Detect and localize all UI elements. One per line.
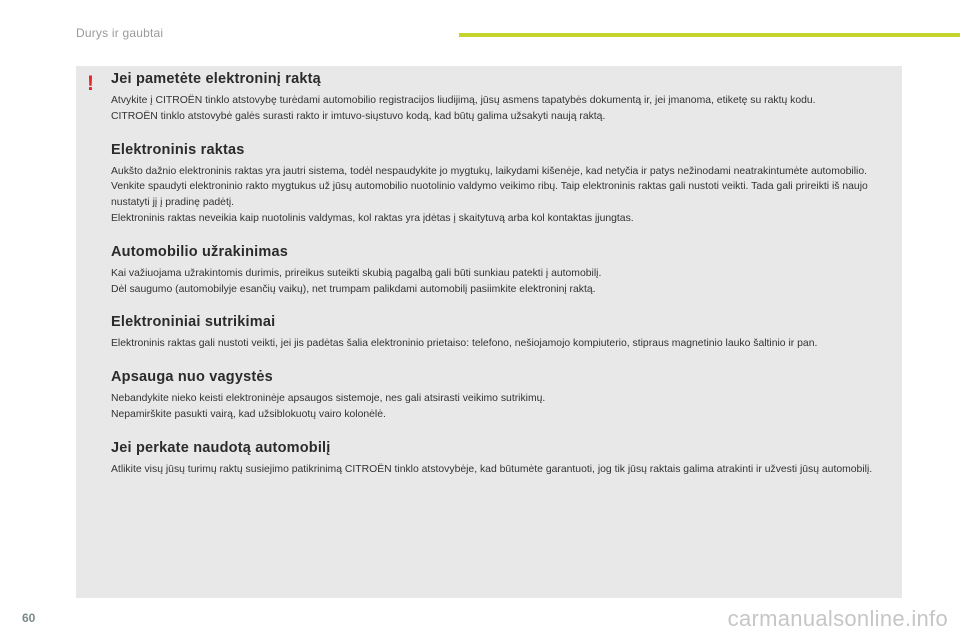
info-panel: [76, 66, 902, 598]
section-paragraph: Aukšto dažnio elektroninis raktas yra jautri sistema, todėl nespaudykite jo mygtukų, laikydami kišenėje, kad netyčia ir patys nežinodami neatrakintumėte automobilio.: [111, 165, 868, 177]
section-title: Jei pametėte elektroninį raktą: [111, 71, 321, 87]
section-used-vehicle: [111, 440, 884, 478]
section-paragraph: Atlikite visų jūsų turimų raktų susiejimo patikrinimą CITROËN tinklo atstovybėje, kad būtumėte garantuoti, jog tik jūsų raktais galima atrakinti ir užvesti jūsų automobilį.: [111, 463, 873, 475]
section-paragraph: Venkite spaudyti elektroninio rakto mygtukus už jūsų automobilio nuotolinio valdymo veikimo ribų. Taip elektroninis raktas gali nustoti veikti. Tada gali prireikti iš naujo nustatyti jį į pradinę padėtį.: [111, 181, 868, 209]
section-paragraph: Nebandykite nieko keisti elektroninėje apsaugos sistemoje, nes gali atsirasti veikimo sutrikimų.: [111, 393, 546, 405]
section-paragraph: Nepamirškite pasukti vairą, kad užsiblokuotų vairo kolonėlė.: [111, 408, 386, 420]
section-lost-key: [111, 71, 884, 125]
section-paragraph: Kai važiuojama užrakintomis durimis, prireikus suteikti skubią pagalbą gali būti sunkiau patekti į automobilį.: [111, 267, 602, 279]
page-number: 60: [22, 611, 36, 625]
header-title: Durys ir gaubtai: [76, 26, 164, 40]
section-title: Apsauga nuo vagystės: [111, 369, 273, 386]
exclamation-icon: !: [87, 72, 94, 95]
section-electronic-faults: [111, 314, 884, 352]
section-vehicle-locking: [111, 244, 884, 298]
section-title: Automobilio užrakinimas: [111, 243, 289, 260]
watermark: carmanualsonline.info: [727, 606, 948, 631]
section-title: Elektroniniai sutrikimai: [111, 314, 276, 331]
section-paragraph: Elektroninis raktas gali nustoti veikti, jei jis padėtas šalia elektroninio prietaiso: telefono, nešiojamojo kompiuterio, stipraus magnetinio lauko šaltinio ir pan.: [111, 338, 818, 350]
section-paragraph: Elektroninis raktas neveikia kaip nuotolinis valdymas, kol raktas yra įdėtas į skaitytuvą arba kol kontaktas įjungtas.: [111, 212, 634, 224]
section-paragraph: CITROËN tinklo atstovybė galės surasti rakto ir imtuvo-siųstuvo kodą, kad būtų galima užsakyti naują raktą.: [111, 110, 606, 122]
section-electronic-key: [111, 142, 884, 227]
section-title: Elektroninis raktas: [111, 141, 245, 158]
section-paragraph: Atvykite į CITROËN tinklo atstovybę turėdami automobilio registracijos liudijimą, jūsų asmens tapatybės dokumentą ir, jei įmanoma, etiketę su raktų kodu.: [111, 95, 816, 106]
section-anti-theft: [111, 369, 884, 423]
section-paragraph: Dėl saugumo (automobilyje esančių vaikų), net trumpam palikdami automobilį pasiimkite elektroninį raktą.: [111, 283, 596, 295]
section-title: Jei perkate naudotą automobilį: [111, 439, 331, 456]
header-accent-rule: [459, 33, 960, 37]
